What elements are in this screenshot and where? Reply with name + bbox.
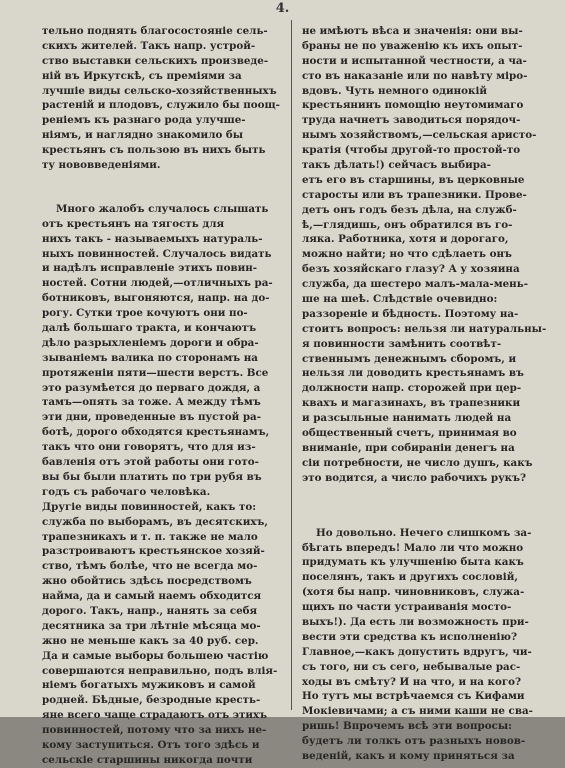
text-line: такъ дѣлать!) сейчасъ выбира- <box>302 159 491 172</box>
text-line: (хотя бы напр. чиновниковъ, служа- <box>302 586 525 599</box>
text-line: безъ хозяйскаго глазу? А у хозяина <box>302 263 520 276</box>
right-paragraph-1 <box>302 24 547 486</box>
text-line: поселянъ, такъ и другихъ сословій, <box>302 571 518 584</box>
text-line: старосты или въ трапезники. Прове- <box>302 188 527 201</box>
text-line: крестьянъ съ пользою въ нихъ быть <box>42 144 266 157</box>
text-line: сто въ наказаніе или по навѣту міро- <box>302 69 528 82</box>
text-line: нымъ хозяйствомъ,—сельская аристо- <box>302 129 537 142</box>
text-line: жно обойтись здѣсь посредствомъ <box>42 575 252 588</box>
text-line: далѣ большаго тракта, и кончаютъ <box>42 322 257 335</box>
text-line: ство, тѣмъ болѣе, что не всегда мо- <box>42 560 258 573</box>
text-line: етъ его въ старшины, въ церковные <box>302 173 525 186</box>
text-line: вести эти средства къ исполненію? <box>302 630 518 643</box>
text-line: дорого. Такъ, напр., нанять за себя <box>42 604 258 617</box>
text-line: Много жалобъ случалось слышать <box>56 202 269 215</box>
text-line: и надѣлъ исправленіе этихъ повин- <box>42 262 258 275</box>
text-line: щихъ по части устраиванія мосто- <box>302 601 512 614</box>
text-line: можно найти; но что сдѣлаеть онъ <box>302 248 512 261</box>
text-line: дѣло разрыхленіемъ дороги и обра- <box>42 336 259 349</box>
text-line: нельзя ли доводить крестьянамъ въ <box>302 367 524 380</box>
text-line: повинностей, потому что за нихъ не- <box>42 724 267 737</box>
paragraph-gap <box>42 173 280 202</box>
text-line: бавленія отъ этой работы они гото- <box>42 456 259 469</box>
text-line: не имѣютъ вѣса и значенія: они вы- <box>302 25 523 37</box>
text-line: лучшіе виды сельско-хозяйственныхъ <box>42 84 277 97</box>
text-line: Но тутъ мы встрѣчаемся съ Кифами <box>302 690 525 703</box>
text-line: кому заступиться. Отъ того здѣсь и <box>42 738 260 751</box>
text-line: ніямъ, и наглядно знакомило бы <box>42 129 244 142</box>
text-line: Другіе виды повинностей, какъ то: <box>42 500 257 513</box>
text-line: десятника за три лѣтніе мѣсяца мо- <box>42 619 261 632</box>
paragraph-gap <box>302 486 532 526</box>
text-line: служба по выборамъ, въ десятскихъ, <box>42 515 269 528</box>
text-line: должности напр. сторожей при цер- <box>302 382 522 395</box>
text-line: совершаются неправильно, подъ влія- <box>42 664 278 677</box>
text-line: веденій, какъ и кому приняться за <box>302 749 515 762</box>
text-line: я повинности замѣнить соотвѣт- <box>302 337 502 350</box>
text-line: родней. Бѣдные, безродные кресть- <box>42 694 261 707</box>
text-line: вниманіе, при собираніи денегъ на <box>302 441 515 454</box>
text-line: ностей. Сотни людей,—отличныхъ ра- <box>42 277 273 290</box>
column-divider <box>291 20 292 710</box>
text-line: ришь! Впрочемъ всѣ эти вопросы: <box>302 720 512 733</box>
text-line: будетъ ли толкъ отъ разныхъ новов- <box>302 735 526 748</box>
text-line: эти дни, проведенные въ пустой ра- <box>42 411 261 424</box>
text-line: вдовъ. Чуть немного одинокій <box>302 84 488 97</box>
text-line: найма, да и самый наемъ обходится <box>42 590 262 603</box>
text-line: бѣгать впередъ! Мало ли что можно <box>302 541 524 554</box>
left-column <box>42 24 280 768</box>
text-line: выхъ!). Да есть ли возможность при- <box>302 615 529 628</box>
text-line: Да и самые выборы большею частію <box>42 649 269 662</box>
text-line: ственнымъ денежнымъ сборомъ, и <box>302 352 517 365</box>
text-line: ніемъ богатыхъ мужиковъ и самой <box>42 679 256 692</box>
text-line: ній въ Иркутскѣ, съ преміями за <box>42 69 242 82</box>
text-line: служба, да шестеро малъ-мала-мень- <box>302 278 528 291</box>
text-line: придумать къ улучшенію быта какъ <box>302 556 524 569</box>
text-line: нихъ такъ - называемыхъ натураль- <box>42 232 263 245</box>
text-line: детъ онъ годъ безъ дѣла, на служб- <box>302 203 517 216</box>
text-line: тельно поднять благосостояніе сель- <box>42 25 268 37</box>
text-line: труда начнетъ заводиться порядоч- <box>302 114 521 127</box>
text-line: ѣ,—глядишь, онъ обратился въ го- <box>302 218 513 231</box>
text-line: растеній и плодовъ, служило бы поощ- <box>42 99 280 112</box>
text-line: раззореніе и бѣдность. Поэтому на- <box>302 307 519 320</box>
text-line: зываніемъ валика по сторонамъ на <box>42 351 258 364</box>
text-line: отъ крестьянъ на тягость для <box>42 217 225 230</box>
left-paragraph-2 <box>42 202 280 768</box>
text-line: протяженіи пяти—шести верстъ. Все <box>42 366 269 379</box>
right-column <box>302 24 547 764</box>
text-line: Главное,—какъ допустить вдругъ, чи- <box>302 645 532 658</box>
text-line: ботниковъ, выгоняются, напр. на до- <box>42 292 270 305</box>
text-line: ту нововведеніями. <box>42 159 161 172</box>
text-line: ляка. Работника, хотя и дорогаго, <box>302 233 509 246</box>
text-line: кратія (чтобы другой-то простой-то <box>302 144 521 157</box>
text-line: скихъ жителей. Такъ напр. устрой- <box>42 39 256 52</box>
text-line: сіи потребности, не число душъ, какъ <box>302 456 533 469</box>
text-line: общественный счетъ, принимая во <box>302 427 517 440</box>
text-line: квахъ и магазинахъ, въ трапезники <box>302 397 521 410</box>
text-line: жно не меньше какъ за 40 руб. сер. <box>42 634 259 647</box>
page-number: 4. <box>275 1 290 16</box>
text-line: ботѣ, дорого обходятся крестьянамъ, <box>42 426 270 439</box>
text-line: это водится, а число рабочихъ рукъ? <box>302 471 527 484</box>
text-line: сельскіе старшины никогда почти <box>42 753 253 766</box>
text-line: тамъ—опять за тоже. А между тѣмъ <box>42 396 261 409</box>
text-line: ныхъ повинностей. Случалось видать <box>42 247 272 260</box>
text-line: ходы въ смѣту? И на что, и на кого? <box>302 675 522 688</box>
left-paragraph-1 <box>42 24 280 173</box>
text-line: вы бы были платить по три рубя въ <box>42 470 262 483</box>
text-line: крестьянинъ помощію неутомимаго <box>302 99 524 112</box>
right-paragraph-2 <box>302 526 532 764</box>
text-line: рогу. Сутки трое кочуютъ они по- <box>42 307 248 320</box>
text-line: ше на шеѣ. Слѣдствіе очевидно: <box>302 293 498 306</box>
text-line: и разсыльные нанимать людей на <box>302 412 512 425</box>
text-line: съ того, ни съ сего, небывалые рас- <box>302 660 521 673</box>
text-line: трапезникахъ и т. п. также не мало <box>42 530 258 543</box>
text-line: ство выставки сельскихъ произведе- <box>42 54 269 67</box>
text-line: Но довольно. Нечего слишкомъ за- <box>316 526 532 539</box>
text-line: такъ что они говорятъ, что для из- <box>42 441 256 454</box>
text-line: яне всего чаще страдаютъ отъ этихъ <box>42 709 268 722</box>
text-line: ности и испытанной честности, а ча- <box>302 54 527 67</box>
text-line: браны не по уваженію къ ихъ опыт- <box>302 39 523 52</box>
text-line: стоитъ вопросъ: нельзя ли натуральны- <box>302 322 547 335</box>
text-line: реніемъ къ разнаго рода улучше- <box>42 114 246 127</box>
text-line: разстроиваютъ крестьянское хозяй- <box>42 545 265 558</box>
text-line: Мокіевичами; а съ ними каши не сва- <box>302 705 533 718</box>
text-line: это разумѣется до перваго дождя, а <box>42 381 261 394</box>
text-line: годъ съ рабочаго человѣка. <box>42 485 211 498</box>
